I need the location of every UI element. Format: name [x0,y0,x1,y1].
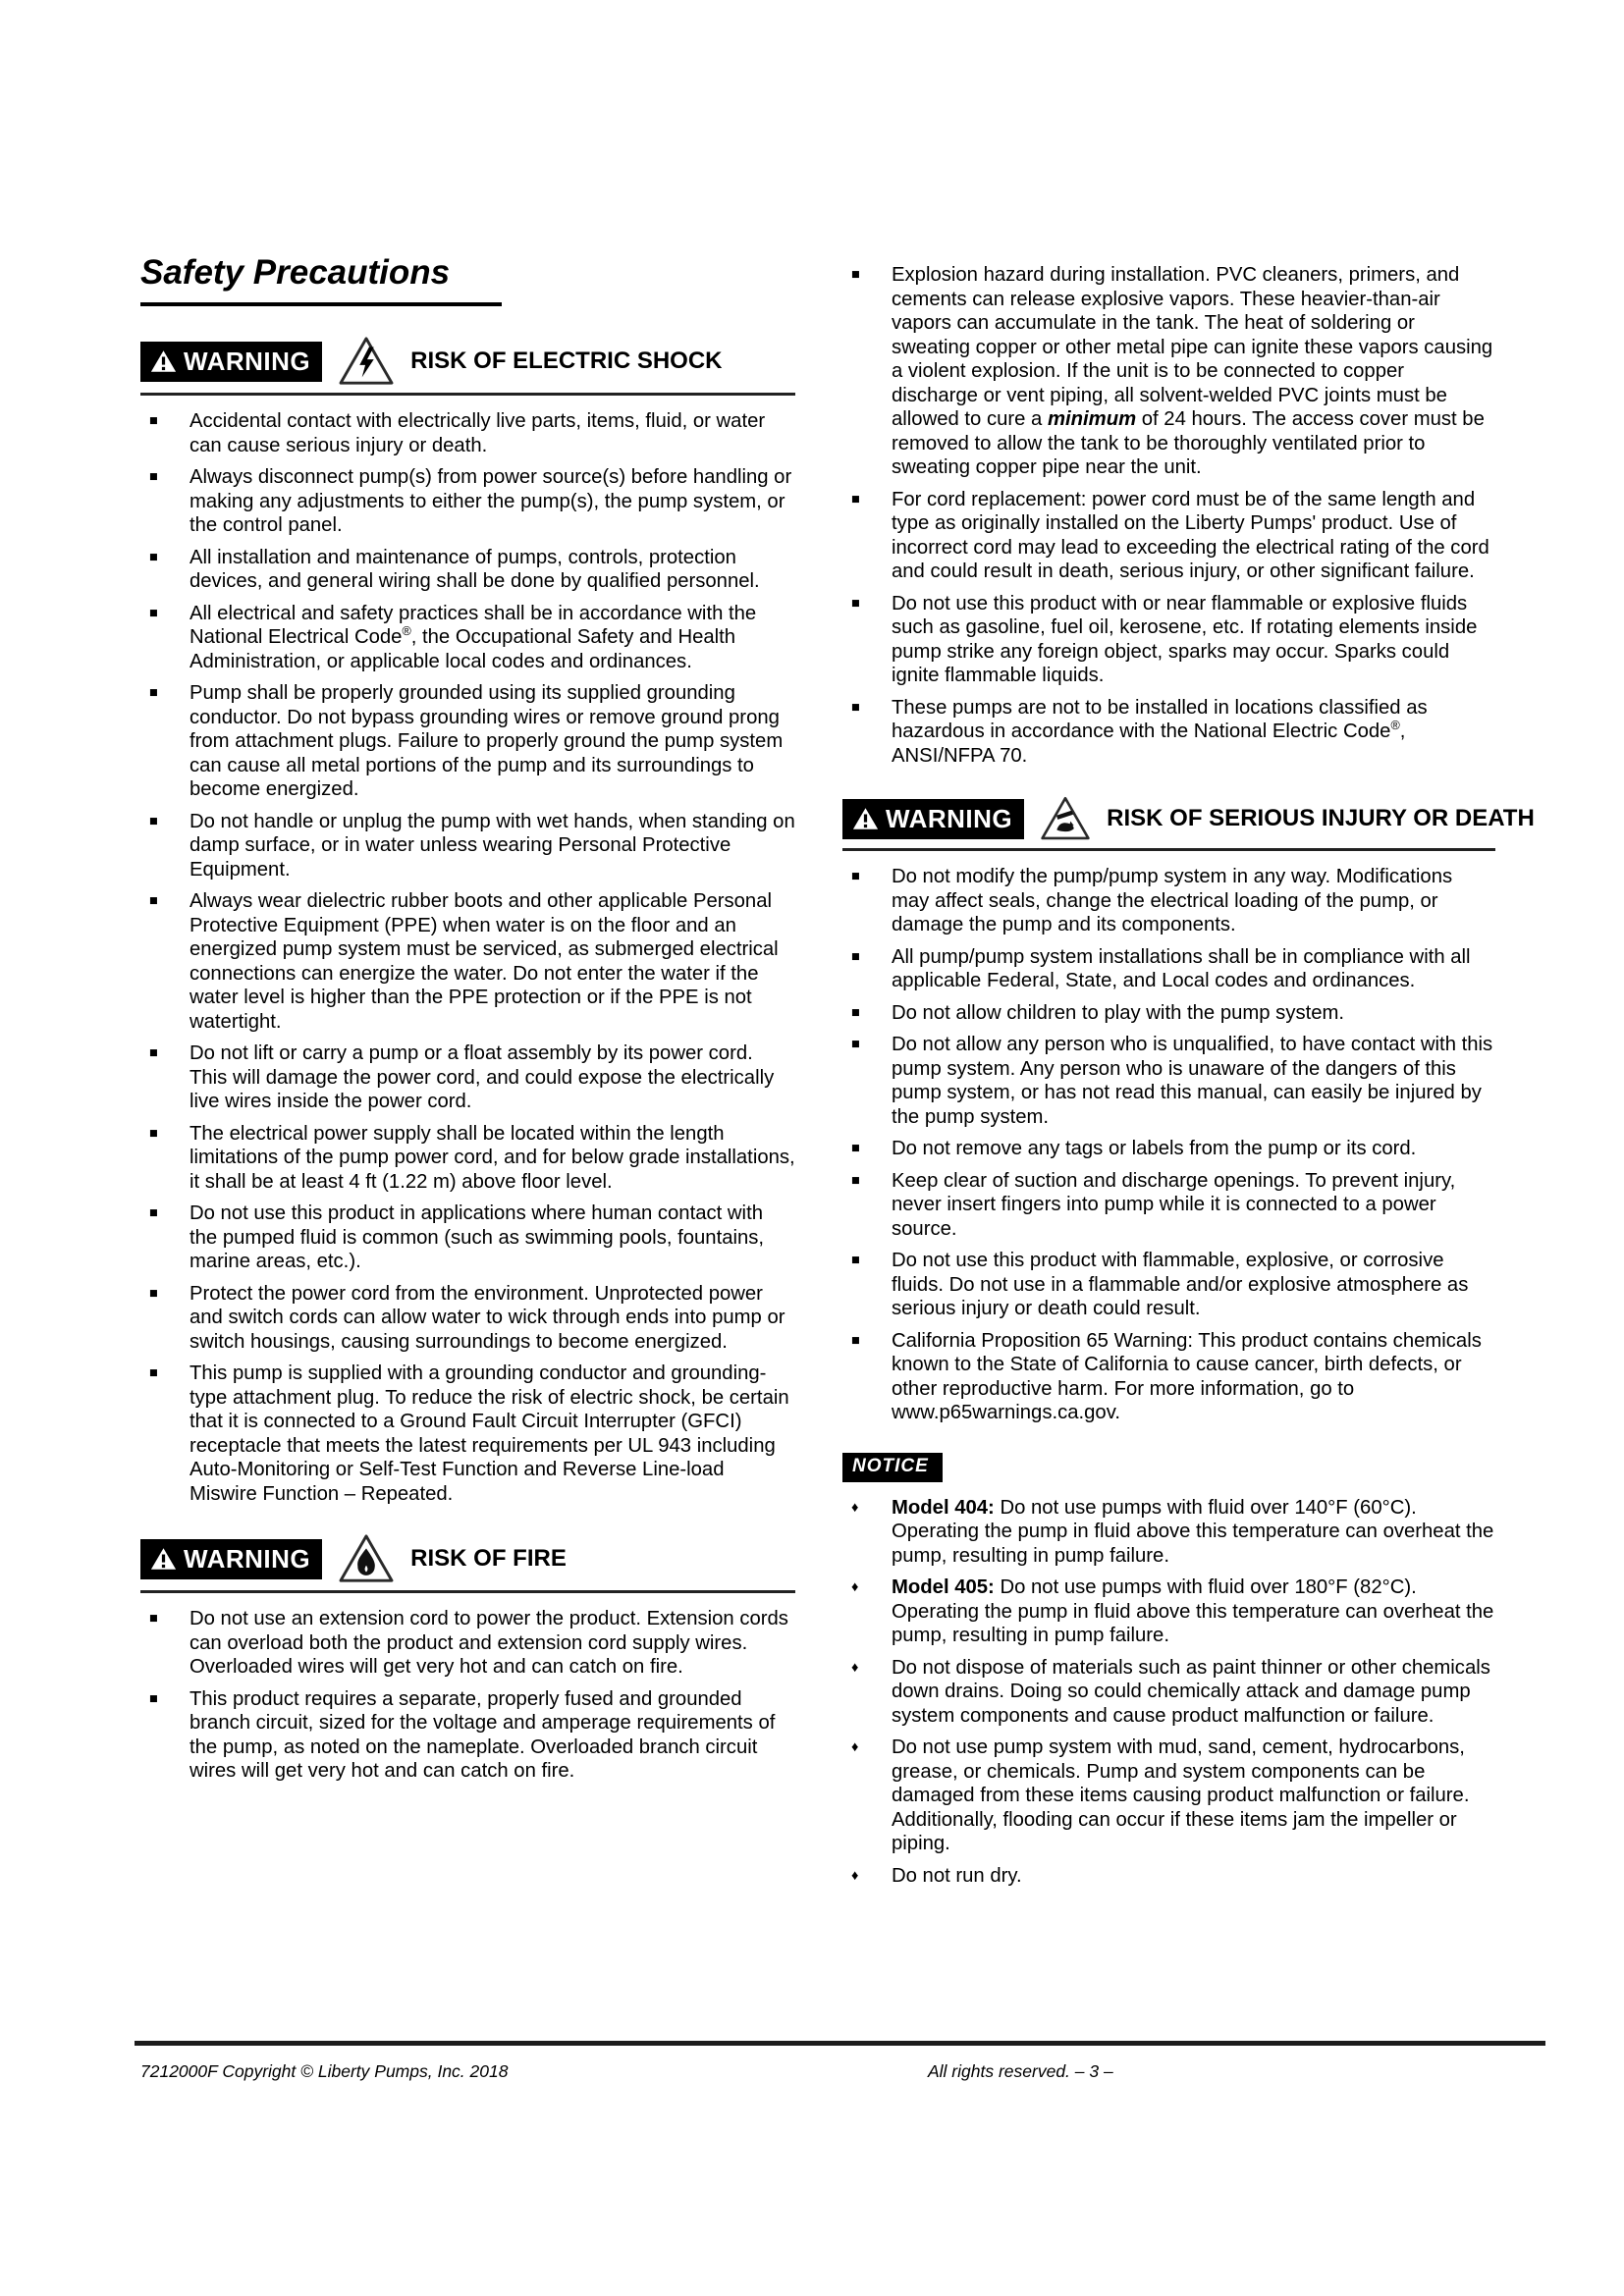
notice-list [842,1496,1495,1889]
list-item [140,1201,795,1274]
bullet-icon: ■ [851,1253,860,1268]
footer-divider [135,2041,1545,2046]
section-divider [140,393,795,396]
warning-label-box [140,342,322,382]
list-item [140,1607,795,1680]
list-item [140,889,795,1034]
notice-label: NOTICE [852,1455,929,1476]
list-item-text: Do not handle or unplug the pump with wet hands, when standing on damp surface, or in water unless wearing Personal Protective Equipment. [189,810,795,881]
bullet-icon: ■ [149,1125,158,1142]
list-item [140,409,795,457]
warning-label: WARNING [184,1543,311,1574]
list-item-text: Do not lift or carry a pump or a float assembly by its power cord. This will damage the power cord, and could expose the electrically live wires inside the power cord. [189,1042,775,1112]
bullet-icon: ♦ [851,1579,859,1595]
title-underline [140,302,502,306]
electric-shock-list [140,409,795,1506]
list-item-text: This pump is supplied with a grounding conductor and grounding-type attachment plug. To reduce the risk of electric shock, be certain that it is connected to a Ground Fault Circuit Interrupter (GFCI) receptacle that meets the latest requirements per UL 943 including Auto-Monitoring or Self-Test Function and Reverse Line-load Miswire Function – Repeated. [189,1362,789,1505]
list-item-text: Do not run dry. [892,1864,1022,1887]
list-item-text: Do not allow children to play with the pump system. [892,1001,1345,1024]
list-item-text: The electrical power supply shall be located within the length limitations of the pump power cord, and for below grade installations, it shall be at least 4 ft (1.22 m) above floor level. [189,1122,795,1193]
list-item [140,1362,795,1506]
bullet-icon: ■ [851,267,860,283]
bullet-icon: ♦ [851,1659,859,1676]
list-item [842,263,1495,480]
list-item-text: Do not use an extension cord to power the product. Extension cords can overload both the product and extension cord supply wires. Overloaded wires will get very hot and can catch on fire. [189,1608,788,1678]
section-heading-electric-shock: RISK OF ELECTRIC SHOCK [410,347,723,374]
list-item [140,1122,795,1195]
warning-label-box [140,1539,322,1579]
warning-label: WARNING [184,346,311,376]
list-item [842,1329,1495,1425]
bullet-icon: ■ [149,813,158,829]
bullet-icon: ■ [851,1037,860,1052]
list-item [842,1656,1495,1729]
list-item [842,1137,1495,1161]
bullet-icon: ■ [851,699,860,716]
warning-triangle-icon [150,349,177,373]
warning-banner-fire [140,1533,795,1584]
list-item-text: All pump/pump system installations shall be in compliance with all applicable Federal, State, and Local codes and ordinances. [892,945,1471,991]
section-divider [140,1590,795,1593]
section-divider [842,848,1495,851]
fire-triangle-icon [338,1533,395,1584]
list-item-text: Keep clear of suction and discharge openings. To prevent injury, never insert fingers into pump while it is connected to a power source. [892,1169,1456,1240]
bullet-icon: ■ [149,1611,158,1627]
footer-copyright: 7212000F Copyright © Liberty Pumps, Inc. 2018 [140,2061,509,2081]
bullet-icon: ■ [149,1690,158,1707]
bullet-icon: ■ [149,1205,158,1221]
list-item [842,1169,1495,1242]
bullet-icon: ■ [149,1045,158,1061]
right-column [842,263,1535,1896]
list-item-text: Do not use this product with or near flammable or explosive fluids such as gasoline, fuel oil, kerosene, etc. If rotating elements inside pump strike any foreign object, sparks may occur. Sparks could ignite flammable liquids. [892,592,1478,686]
list-item [842,1033,1495,1129]
list-item-text: Do not use this product in applications where human contact with the pumped fluid is common (such as swimming pools, fountains, marine areas, etc.). [189,1202,765,1272]
list-item [140,1282,795,1355]
list-item-text: All installation and maintenance of pumps, controls, protection devices, and general wiring shall be done by qualified personnel. [189,546,760,592]
bullet-icon: ■ [851,595,860,612]
section-heading-serious-injury: RISK OF SERIOUS INJURY OR DEATH [1107,805,1535,831]
bullet-icon: ■ [149,893,158,909]
list-item-text: Do not allow any person who is unqualified, to have contact with this pump system. Any person who is unaware of the dangers of this pump system, or has not read this manual, can easily be injured by the pump system. [892,1034,1493,1128]
list-item-text: Explosion hazard during installation. PVC cleaners, primers, and cements can release explosive vapors. These heavier-than-air vapors can accumulate in the tank. The heat of soldering or sweating copper or other metal pipe can ignite these vapors causing a violent explosion. If the unit is to be connected to copper discharge or vent piping, all solvent-welded PVC joints must be allowed to cure a minimum of 24 hours. The access cover must be removed to allow the tank to be thoroughly ventilated prior to sweating copper pipe near the unit. [892,264,1493,478]
list-item-text: Model 404: Do not use pumps with fluid over 140°F (60°C). Operating the pump in fluid above this temperature can overheat the pump, resulting in pump failure. [892,1496,1494,1567]
bullet-icon: ■ [851,491,860,507]
notice-label-box [842,1453,943,1482]
list-item [842,592,1495,688]
list-item [842,1001,1495,1026]
list-item-text: Pump shall be properly grounded using its supplied grounding conductor. Do not bypass grounding wires or remove ground prong from attachment plugs. Failure to properly ground the pump system can cause all metal portions of the pump and its surroundings to become energized. [189,682,784,800]
warning-banner-serious-injury [842,795,1535,842]
crush-hand-triangle-icon [1040,795,1091,842]
list-item-text: Model 405: Do not use pumps with fluid over 180°F (82°C). Operating the pump in fluid above this temperature can overheat the pump, resulting in pump failure. [892,1576,1494,1646]
bullet-icon: ♦ [851,1499,859,1516]
electric-shock-triangle-icon [338,336,395,387]
list-item-text: Do not use pump system with mud, sand, cement, hydrocarbons, grease, or chemicals. Pump and system components can be damaged from these items causing product malfunction or failure. Additionally, flooding can occur if these items jam the impeller or piping. [892,1736,1470,1854]
list-item [140,602,795,674]
list-item [140,465,795,538]
list-item [842,865,1495,937]
list-item [140,1041,795,1114]
bullet-icon: ■ [149,605,158,621]
list-item-text: Do not remove any tags or labels from the pump or its cord. [892,1138,1417,1159]
bullet-icon: ■ [851,869,860,884]
bullet-icon: ■ [149,1285,158,1302]
bullet-icon: ■ [851,1141,860,1156]
warning-triangle-icon [150,1547,177,1571]
list-item-text: Do not modify the pump/pump system in any way. Modifications may affect seals, change the electrical loading of the pump, or damage the pump and its components. [892,866,1453,935]
list-item [842,1496,1495,1569]
section-heading-fire: RISK OF FIRE [410,1545,567,1572]
list-item [842,1575,1495,1648]
list-item [842,1249,1495,1321]
bullet-icon: ■ [149,549,158,565]
bullet-icon: ■ [149,685,158,701]
list-item-text: For cord replacement: power cord must be of the same length and type as originally installed on the Liberty Pumps' product. Use of incorrect cord may lead to exceeding the electrical rating of the cord and could result in death, serious injury, or other significant failure. [892,488,1489,582]
bullet-icon: ♦ [851,1739,859,1755]
list-item-text: Accidental contact with electrically live parts, items, fluid, or water can cause serious injury or death. [189,410,766,456]
electric-shock-list-continued [842,263,1495,768]
list-item [842,1864,1495,1889]
list-item [842,696,1495,769]
bullet-icon: ■ [851,1332,860,1349]
list-item-text: This product requires a separate, properly fused and grounded branch circuit, sized for the voltage and amperage requirements of the pump, as noted on the nameplate. Overloaded branch circuit wires will get very hot and can catch on fire. [189,1687,776,1782]
bullet-icon: ■ [149,469,158,485]
warning-triangle-icon [852,807,879,830]
left-column [140,253,795,1791]
list-item-text: Always wear dielectric rubber boots and other applicable Personal Protective Equipment (PPE) when water is on the floor and an energized pump system must be serviced, as submerged electrical connections can energize the water. Do not enter the water if the water level is higher than the PPE protection or if the PPE is not watertight. [189,890,779,1033]
list-item [842,1735,1495,1856]
bullet-icon: ■ [149,1365,158,1381]
serious-injury-list [842,865,1495,1425]
list-item-text: California Proposition 65 Warning: This product contains chemicals known to the State of California to cause cancer, birth defects, or other reproductive harm. For more information, go to www.p65warnings.ca.gov. [892,1329,1482,1423]
list-item [842,945,1495,993]
list-item-text: All electrical and safety practices shall be in accordance with the National Electrical Code®, the Occupational Safety and Health Administration, or applicable local codes and ordinances. [189,602,757,672]
list-item [140,546,795,594]
page-title: Safety Precautions [140,253,451,292]
list-item [140,681,795,802]
footer-page-number: All rights reserved. – 3 – [928,2061,1113,2081]
list-item-text: Protect the power cord from the environment. Unprotected power and switch cords can allow water to wick through ends into pump or switch housings, causing surroundings to become energized. [189,1282,785,1353]
fire-list [140,1607,795,1784]
list-item-text: These pumps are not to be installed in locations classified as hazardous in accordance with the National Electric Code®, ANSI/NFPA 70. [892,696,1428,767]
list-item [842,488,1495,584]
bullet-icon: ■ [851,948,860,965]
warning-banner-electric-shock [140,336,795,387]
list-item-text: Always disconnect pump(s) from power source(s) before handling or making any adjustments to either the pump(s), the pump system, or the control panel. [189,466,792,536]
list-item-text: Do not dispose of materials such as paint thinner or other chemicals down drains. Doing so could chemically attack and damage pump system components and cause product malfunction or failure. [892,1656,1490,1727]
bullet-icon: ■ [851,1172,860,1189]
bullet-icon: ♦ [851,1867,859,1884]
bullet-icon: ■ [149,413,158,429]
warning-label: WARNING [886,803,1013,833]
warning-label-box [842,799,1024,839]
list-item-text: Do not use this product with flammable, explosive, or corrosive fluids. Do not use in a flammable and/or explosive atmosphere as serious injury or death could result. [892,1250,1469,1319]
notice-section [842,1453,1495,1496]
bullet-icon: ■ [851,1004,860,1021]
list-item [140,810,795,882]
list-item [140,1687,795,1784]
